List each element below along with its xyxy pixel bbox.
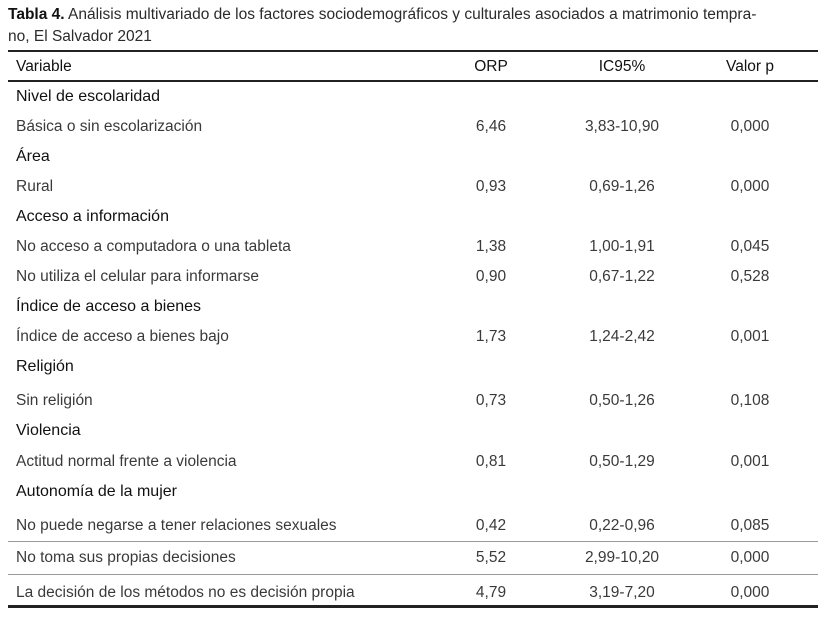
valor-p-cell: 0,000 xyxy=(730,178,770,195)
valor-p-cell: 0,045 xyxy=(730,238,770,255)
group-label: Área xyxy=(16,148,50,165)
ic95-cell: 2,99-10,20 xyxy=(584,549,660,566)
valor-p-cell: 0,001 xyxy=(730,328,770,345)
variable-cell: Índice de acceso a bienes bajo xyxy=(16,328,229,345)
group-label: Acceso a información xyxy=(16,208,169,225)
valor-p-cell: 0,000 xyxy=(730,549,770,566)
orp-cell: 1,38 xyxy=(475,238,507,255)
variable-cell: Sin religión xyxy=(16,392,93,409)
group-label: Nivel de escolaridad xyxy=(16,88,161,105)
orp-cell: 0,42 xyxy=(475,517,507,534)
ic95-cell: 0,50-1,29 xyxy=(589,453,655,470)
table-row xyxy=(0,265,824,289)
variable-cell: Básica o sin escolarización xyxy=(16,118,203,135)
variable-cell: No utiliza el celular para informarse xyxy=(16,268,259,285)
orp-cell: 0,73 xyxy=(475,392,507,409)
header-variable: Variable xyxy=(16,58,72,75)
group-label: Autonomía de la mujer xyxy=(16,483,177,500)
orp-cell: 0,90 xyxy=(475,268,507,285)
table-row xyxy=(0,175,824,199)
ic95-cell: 0,22-0,96 xyxy=(589,517,655,534)
valor-p-cell: 0,001 xyxy=(730,453,770,470)
variable-cell: Actitud normal frente a violencia xyxy=(16,453,237,470)
table-row xyxy=(0,546,824,570)
orp-cell: 1,73 xyxy=(475,328,507,345)
table-row xyxy=(0,450,824,474)
variable-cell: No acceso a computadora o una tableta xyxy=(16,238,291,255)
ic95-cell: 3,19-7,20 xyxy=(589,584,655,601)
table-caption xyxy=(8,4,808,48)
group-row xyxy=(0,419,824,443)
group-row xyxy=(0,205,824,229)
table-row xyxy=(0,325,824,349)
ic95-cell: 0,67-1,22 xyxy=(589,268,655,285)
group-row xyxy=(0,355,824,379)
header-orp: ORP xyxy=(474,58,508,75)
caption-label: Tabla 4. xyxy=(8,6,65,23)
ic95-cell: 0,50-1,26 xyxy=(589,392,655,409)
variable-cell: No puede negarse a tener relaciones sexuales xyxy=(16,517,337,534)
ic95-cell: 1,00-1,91 xyxy=(589,238,655,255)
table-row xyxy=(0,389,824,413)
header-rule xyxy=(8,80,818,82)
variable-cell: Rural xyxy=(16,178,54,195)
valor-p-cell: 0,108 xyxy=(730,392,770,409)
group-row xyxy=(0,295,824,319)
row-divider xyxy=(8,574,818,575)
caption-text-2: no, El Salvador 2021 xyxy=(8,28,152,45)
group-label: Religión xyxy=(16,358,74,375)
table-row xyxy=(0,115,824,139)
orp-cell: 0,93 xyxy=(475,178,507,195)
group-label: Índice de acceso a bienes xyxy=(16,298,202,315)
ic95-cell: 3,83-10,90 xyxy=(584,118,660,135)
valor-p-cell: 0,528 xyxy=(730,268,770,285)
variable-cell: No toma sus propias decisiones xyxy=(16,549,236,566)
orp-cell: 0,81 xyxy=(475,453,507,470)
table-row xyxy=(0,581,824,605)
caption-text: Análisis multivariado de los factores sociodemográficos y culturales asociados a matrimonio tempra- xyxy=(68,6,757,23)
row-divider xyxy=(8,541,818,542)
valor-p-cell: 0,000 xyxy=(730,118,770,135)
ic95-cell: 0,69-1,26 xyxy=(589,178,655,195)
orp-cell: 5,52 xyxy=(475,549,507,566)
table-row xyxy=(0,235,824,259)
valor-p-cell: 0,000 xyxy=(730,584,770,601)
table-row xyxy=(0,514,824,538)
group-label: Violencia xyxy=(16,422,81,439)
header-ic95: IC95% xyxy=(598,58,646,75)
header-row xyxy=(0,55,824,79)
header-valor-p: Valor p xyxy=(726,58,774,75)
ic95-cell: 1,24-2,42 xyxy=(589,328,655,345)
variable-cell: La decisión de los métodos no es decisión propia xyxy=(16,584,355,601)
top-rule xyxy=(8,50,818,52)
orp-cell: 4,79 xyxy=(475,584,507,601)
bottom-rule xyxy=(8,605,818,608)
group-row xyxy=(0,85,824,109)
valor-p-cell: 0,085 xyxy=(730,517,770,534)
orp-cell: 6,46 xyxy=(475,118,507,135)
group-row xyxy=(0,145,824,169)
group-row xyxy=(0,480,824,504)
